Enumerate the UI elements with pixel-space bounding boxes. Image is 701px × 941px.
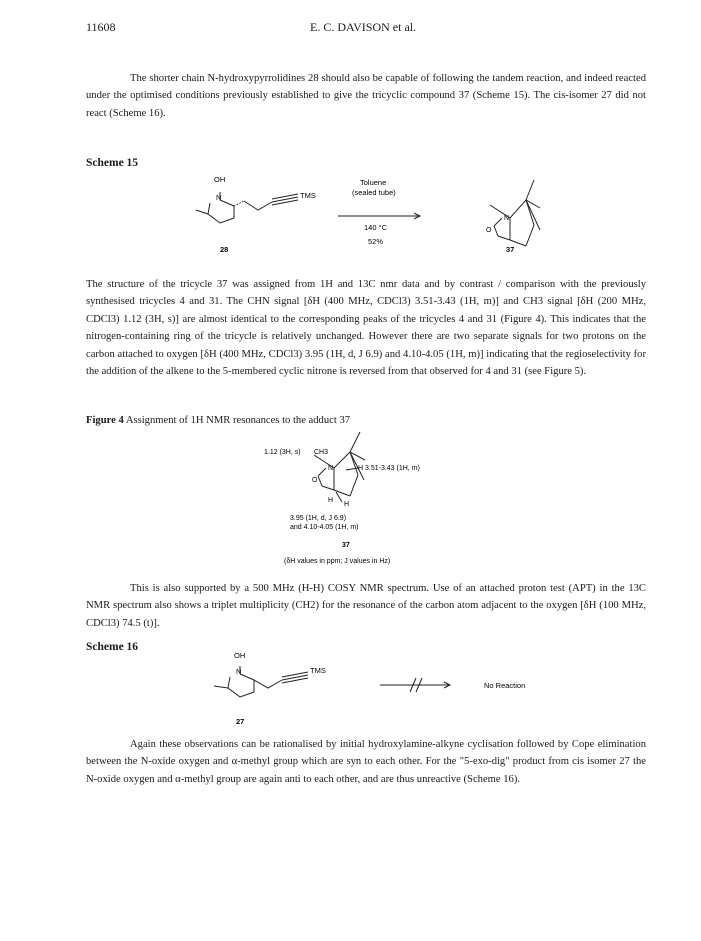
compound-37-label: 37 xyxy=(506,245,515,254)
h-right-label: H xyxy=(344,501,350,508)
figure-4-caption-text: Assignment of 1H NMR resonances to the adduct 37 xyxy=(125,415,351,426)
oh-label: OH xyxy=(234,651,246,660)
chn-shift-label: H 3.51-3.43 (1H, m) xyxy=(358,465,420,472)
no-reaction-label: No Reaction xyxy=(484,681,526,690)
condition-temperature: 140 °C xyxy=(364,223,388,232)
och2-shift-label-2: and 4.10-4.05 (1H, m) xyxy=(290,524,359,531)
n-label: N xyxy=(236,667,242,676)
h-left-label: H xyxy=(328,497,334,504)
och2-shift-label-1: 3.95 (1H, d, J 6.9) xyxy=(290,515,347,522)
ch3-label: CH3 xyxy=(314,449,329,456)
intro-paragraph xyxy=(86,70,646,122)
cosy-paragraph xyxy=(86,580,646,632)
product-n-label: N xyxy=(504,215,510,222)
oh-label: OH xyxy=(214,175,226,184)
pyrrolidine-ring xyxy=(208,200,234,223)
n-label: N xyxy=(216,193,222,202)
final-text: Again these observations can be rationalised by initial hydroxylamine-alkyne cyclisation followed by Cope elimination between the N-oxide oxygen and α-methyl group which are syn to each other. For the "5-exo-dig" product from cis isomer 27 the N-oxide oxygen and α-methyl group are again anti to each other, and are thus unreactive (Scheme 16). xyxy=(86,739,646,785)
methyl-shift-label: 1.12 (3H, s) xyxy=(264,449,301,456)
scheme-15-label: Scheme 15 xyxy=(86,157,139,169)
tms-label: TMS xyxy=(310,666,326,675)
scheme-15-diagram xyxy=(180,170,600,270)
running-header-authors: E. C. DAVISON et al. xyxy=(310,20,417,34)
scheme-16-label: Scheme 16 xyxy=(86,641,139,653)
figure-4-compound-label: 37 xyxy=(342,542,350,549)
figure-4-label: Figure 4 xyxy=(86,415,124,426)
fig4-n-label: N xyxy=(328,465,334,472)
final-paragraph xyxy=(86,736,646,788)
compound-28-label: 28 xyxy=(220,245,229,254)
figure-4-caption xyxy=(86,415,350,426)
product-o-label: O xyxy=(486,227,492,234)
figure-4-diagram xyxy=(250,430,490,570)
intro-text: The shorter chain N-hydroxypyrrolidines 28 should also be capable of following the tandem reaction, and indeed reacted under the optimised conditions previously established to give the tricyclic compound 37 (Scheme 15). The cis-isomer 27 did not react (Scheme 16). xyxy=(86,73,646,119)
cosy-text: This is also supported by a 500 MHz (H-H) COSY NMR spectrum. Use of an attached proton test (APT) in the 13C NMR spectrum also shows a triplet multiplicity (CH2) for the resonance of the carbon atom adjacent to the oxygen [δH (100 MHz, CDCl3) 74.5 (t)]. xyxy=(86,583,646,629)
methyl-bond xyxy=(196,210,208,214)
compound-27-label: 27 xyxy=(236,717,245,726)
page-number: 11608 xyxy=(86,20,116,34)
tms-label: TMS xyxy=(300,191,316,200)
pyrrolidine-ring xyxy=(228,674,254,697)
scheme-16-diagram xyxy=(200,648,580,728)
condition-solvent: Toluene xyxy=(360,178,387,187)
structure-paragraph: The structure of the tricycle 37 was assigned from 1H and 13C nmr data and by contrast / comparison with the previously synthesised tricycles 4 and 31. The CHN signal [δH (400 MHz, CDCl3) 3.51-3.43 (1H, m)] and CH3 signal [δH (200 MHz, CDCl3) 1.12 (3H, s)] are almost identical to the corresponding peaks of the tricycles 4 and 31 (Figure 4). This indicates that the nitrogen-containing ring of the tricycle is relatively unchanged. However there are two separate signals for two protons on the carbon attached to oxygen [δH (400 MHz, CDCl3) 3.95 (1H, d, J 6.9) and 4.10-4.05 (1H, m)] indicating that the regioselectivity for the addition of the alkene to the 5-membered cyclic nitrone is reversed from that observed for 4 and 31 (see Figure 5). xyxy=(86,279,646,378)
units-note: (δH values in ppm; J values in Hz) xyxy=(284,558,391,565)
condition-sealed-tube: (sealed tube) xyxy=(352,188,396,197)
yield-label: 52% xyxy=(368,237,384,246)
fig4-o-label: O xyxy=(312,477,318,484)
